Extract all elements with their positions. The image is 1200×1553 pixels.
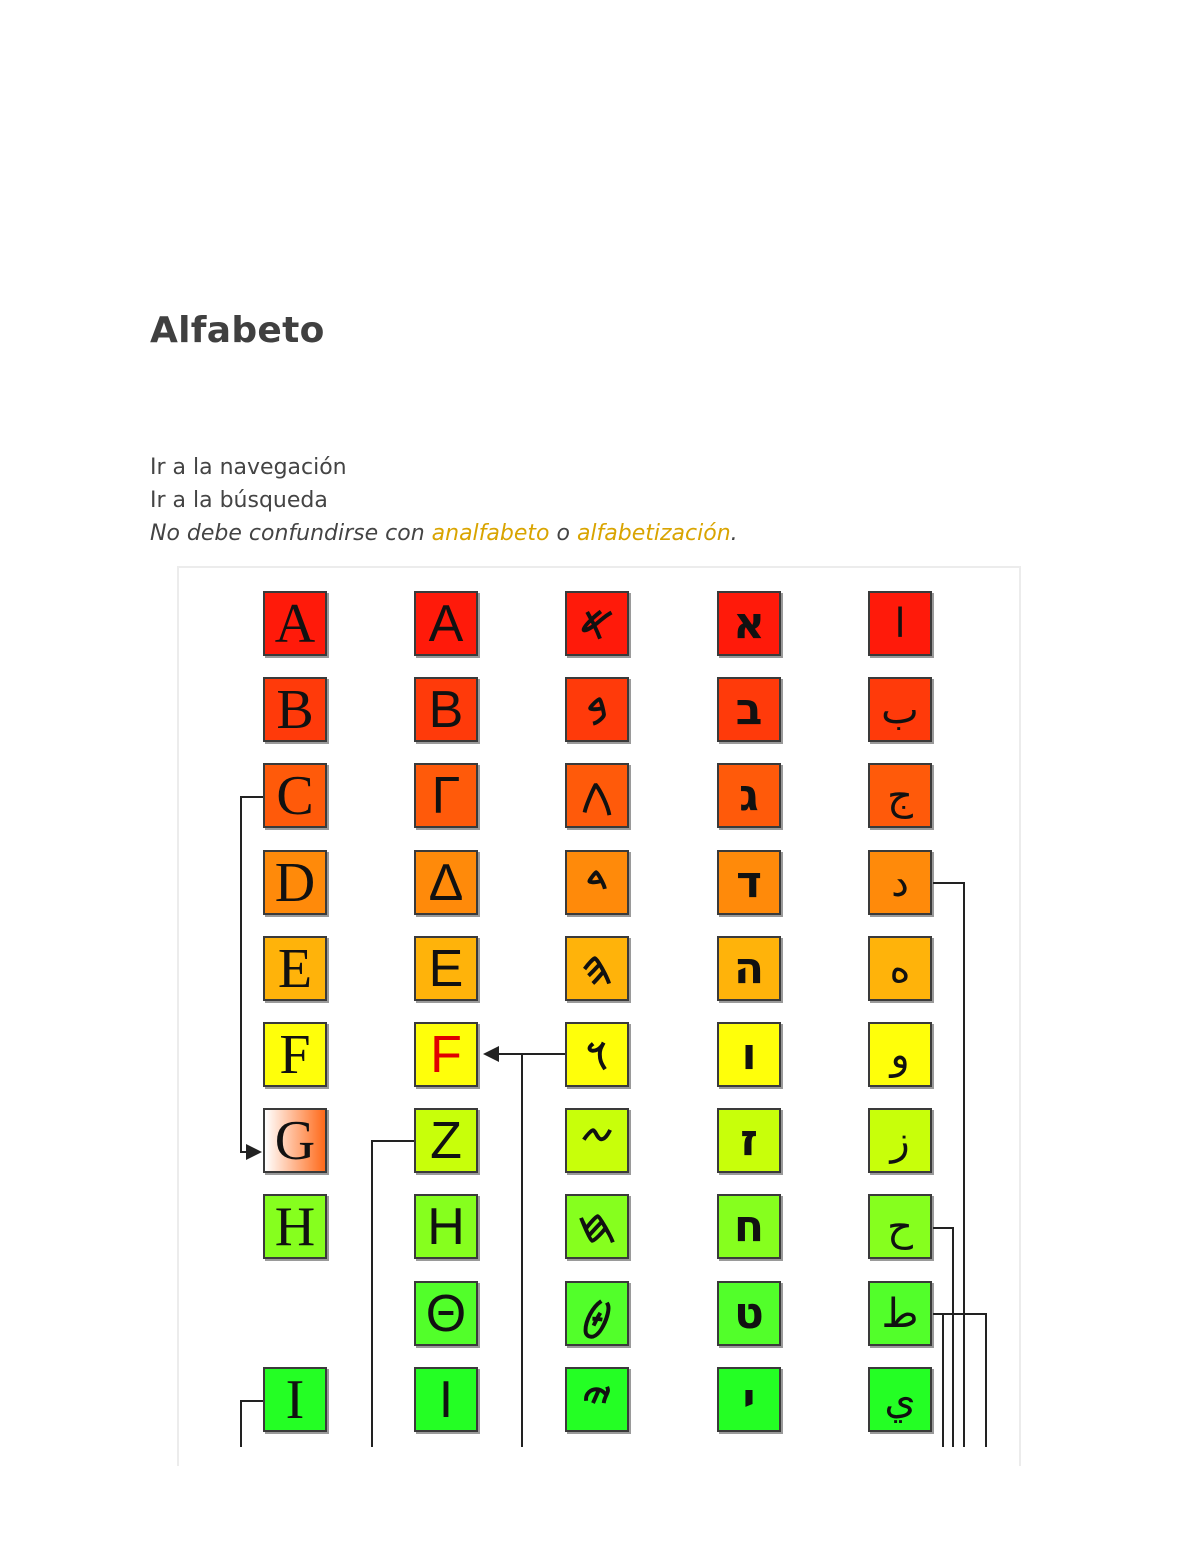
page-title: Alfabeto <box>150 310 325 351</box>
greek-letter-cell: H <box>414 1194 478 1259</box>
greek-letter-cell: Γ <box>414 763 478 828</box>
hebrew-letter-cell: ו <box>717 1022 781 1087</box>
hebrew-letter-cell: ב <box>717 677 781 742</box>
greek-letter-cell: Θ <box>414 1281 478 1346</box>
greek-letter-cell: E <box>414 936 478 1001</box>
hebrew-letter-cell: ד <box>717 850 781 915</box>
greek-letter-cell: A <box>414 591 478 656</box>
phoenician-letter-cell: 𐤀 <box>565 591 629 656</box>
skip-to-navigation-link[interactable]: Ir a la navegación <box>150 455 347 480</box>
hebrew-letter-cell: ז <box>717 1108 781 1173</box>
phoenician-letter-cell: 𐤈 <box>565 1281 629 1346</box>
hebrew-letter-cell: י <box>717 1367 781 1432</box>
latin-letter-cell: C <box>263 763 327 828</box>
phoenician-letter-cell: 𐤉 <box>565 1367 629 1432</box>
arabic-letter-cell: و <box>868 1022 932 1087</box>
greek-letter-cell: Δ <box>414 850 478 915</box>
greek-letter-cell: I <box>414 1367 478 1432</box>
link-alfabetizacion[interactable]: alfabetización <box>576 521 731 546</box>
greek-letter-cell: F <box>414 1022 478 1087</box>
latin-letter-cell: E <box>263 936 327 1001</box>
arabic-letter-cell: ز <box>868 1108 932 1173</box>
latin-letter-cell: B <box>263 677 327 742</box>
hatnote <box>150 521 738 546</box>
phoenician-letter-cell: 𐤁 <box>565 677 629 742</box>
phoenician-letter-cell: 𐤇 <box>565 1194 629 1259</box>
latin-letter-cell: D <box>263 850 327 915</box>
greek-letter-cell: Z <box>414 1108 478 1173</box>
link-analfabeto[interactable]: analfabeto <box>431 521 550 546</box>
hatnote-prefix: No debe confundirse con <box>150 521 432 546</box>
phoenician-letter-cell: 𐤆 <box>565 1108 629 1173</box>
latin-letter-cell: F <box>263 1022 327 1087</box>
arabic-letter-cell: ب <box>868 677 932 742</box>
hebrew-letter-cell: ג <box>717 763 781 828</box>
hatnote-suffix: . <box>730 521 738 546</box>
hebrew-letter-cell: ה <box>717 936 781 1001</box>
hebrew-letter-cell: ח <box>717 1194 781 1259</box>
skip-to-search-link[interactable]: Ir a la búsqueda <box>150 488 328 513</box>
arabic-letter-cell: ي <box>868 1367 932 1432</box>
hebrew-letter-cell: ט <box>717 1281 781 1346</box>
latin-letter-cell: A <box>263 591 327 656</box>
arabic-letter-cell: ه <box>868 936 932 1001</box>
hatnote-middle: o <box>549 521 577 546</box>
arabic-letter-cell: ح <box>868 1194 932 1259</box>
arabic-letter-cell: ج <box>868 763 932 828</box>
phoenician-letter-cell: 𐤄 <box>565 936 629 1001</box>
latin-letter-cell: I <box>263 1367 327 1432</box>
latin-letter-cell: G <box>263 1108 327 1173</box>
arabic-letter-cell: ا <box>868 591 932 656</box>
hebrew-letter-cell: א <box>717 591 781 656</box>
phoenician-letter-cell: 𐤃 <box>565 850 629 915</box>
greek-letter-cell: B <box>414 677 478 742</box>
arabic-letter-cell: د <box>868 850 932 915</box>
arabic-letter-cell: ط <box>868 1281 932 1346</box>
phoenician-letter-cell: 𐤂 <box>565 763 629 828</box>
phoenician-letter-cell: 𐤅 <box>565 1022 629 1087</box>
latin-letter-cell: H <box>263 1194 327 1259</box>
